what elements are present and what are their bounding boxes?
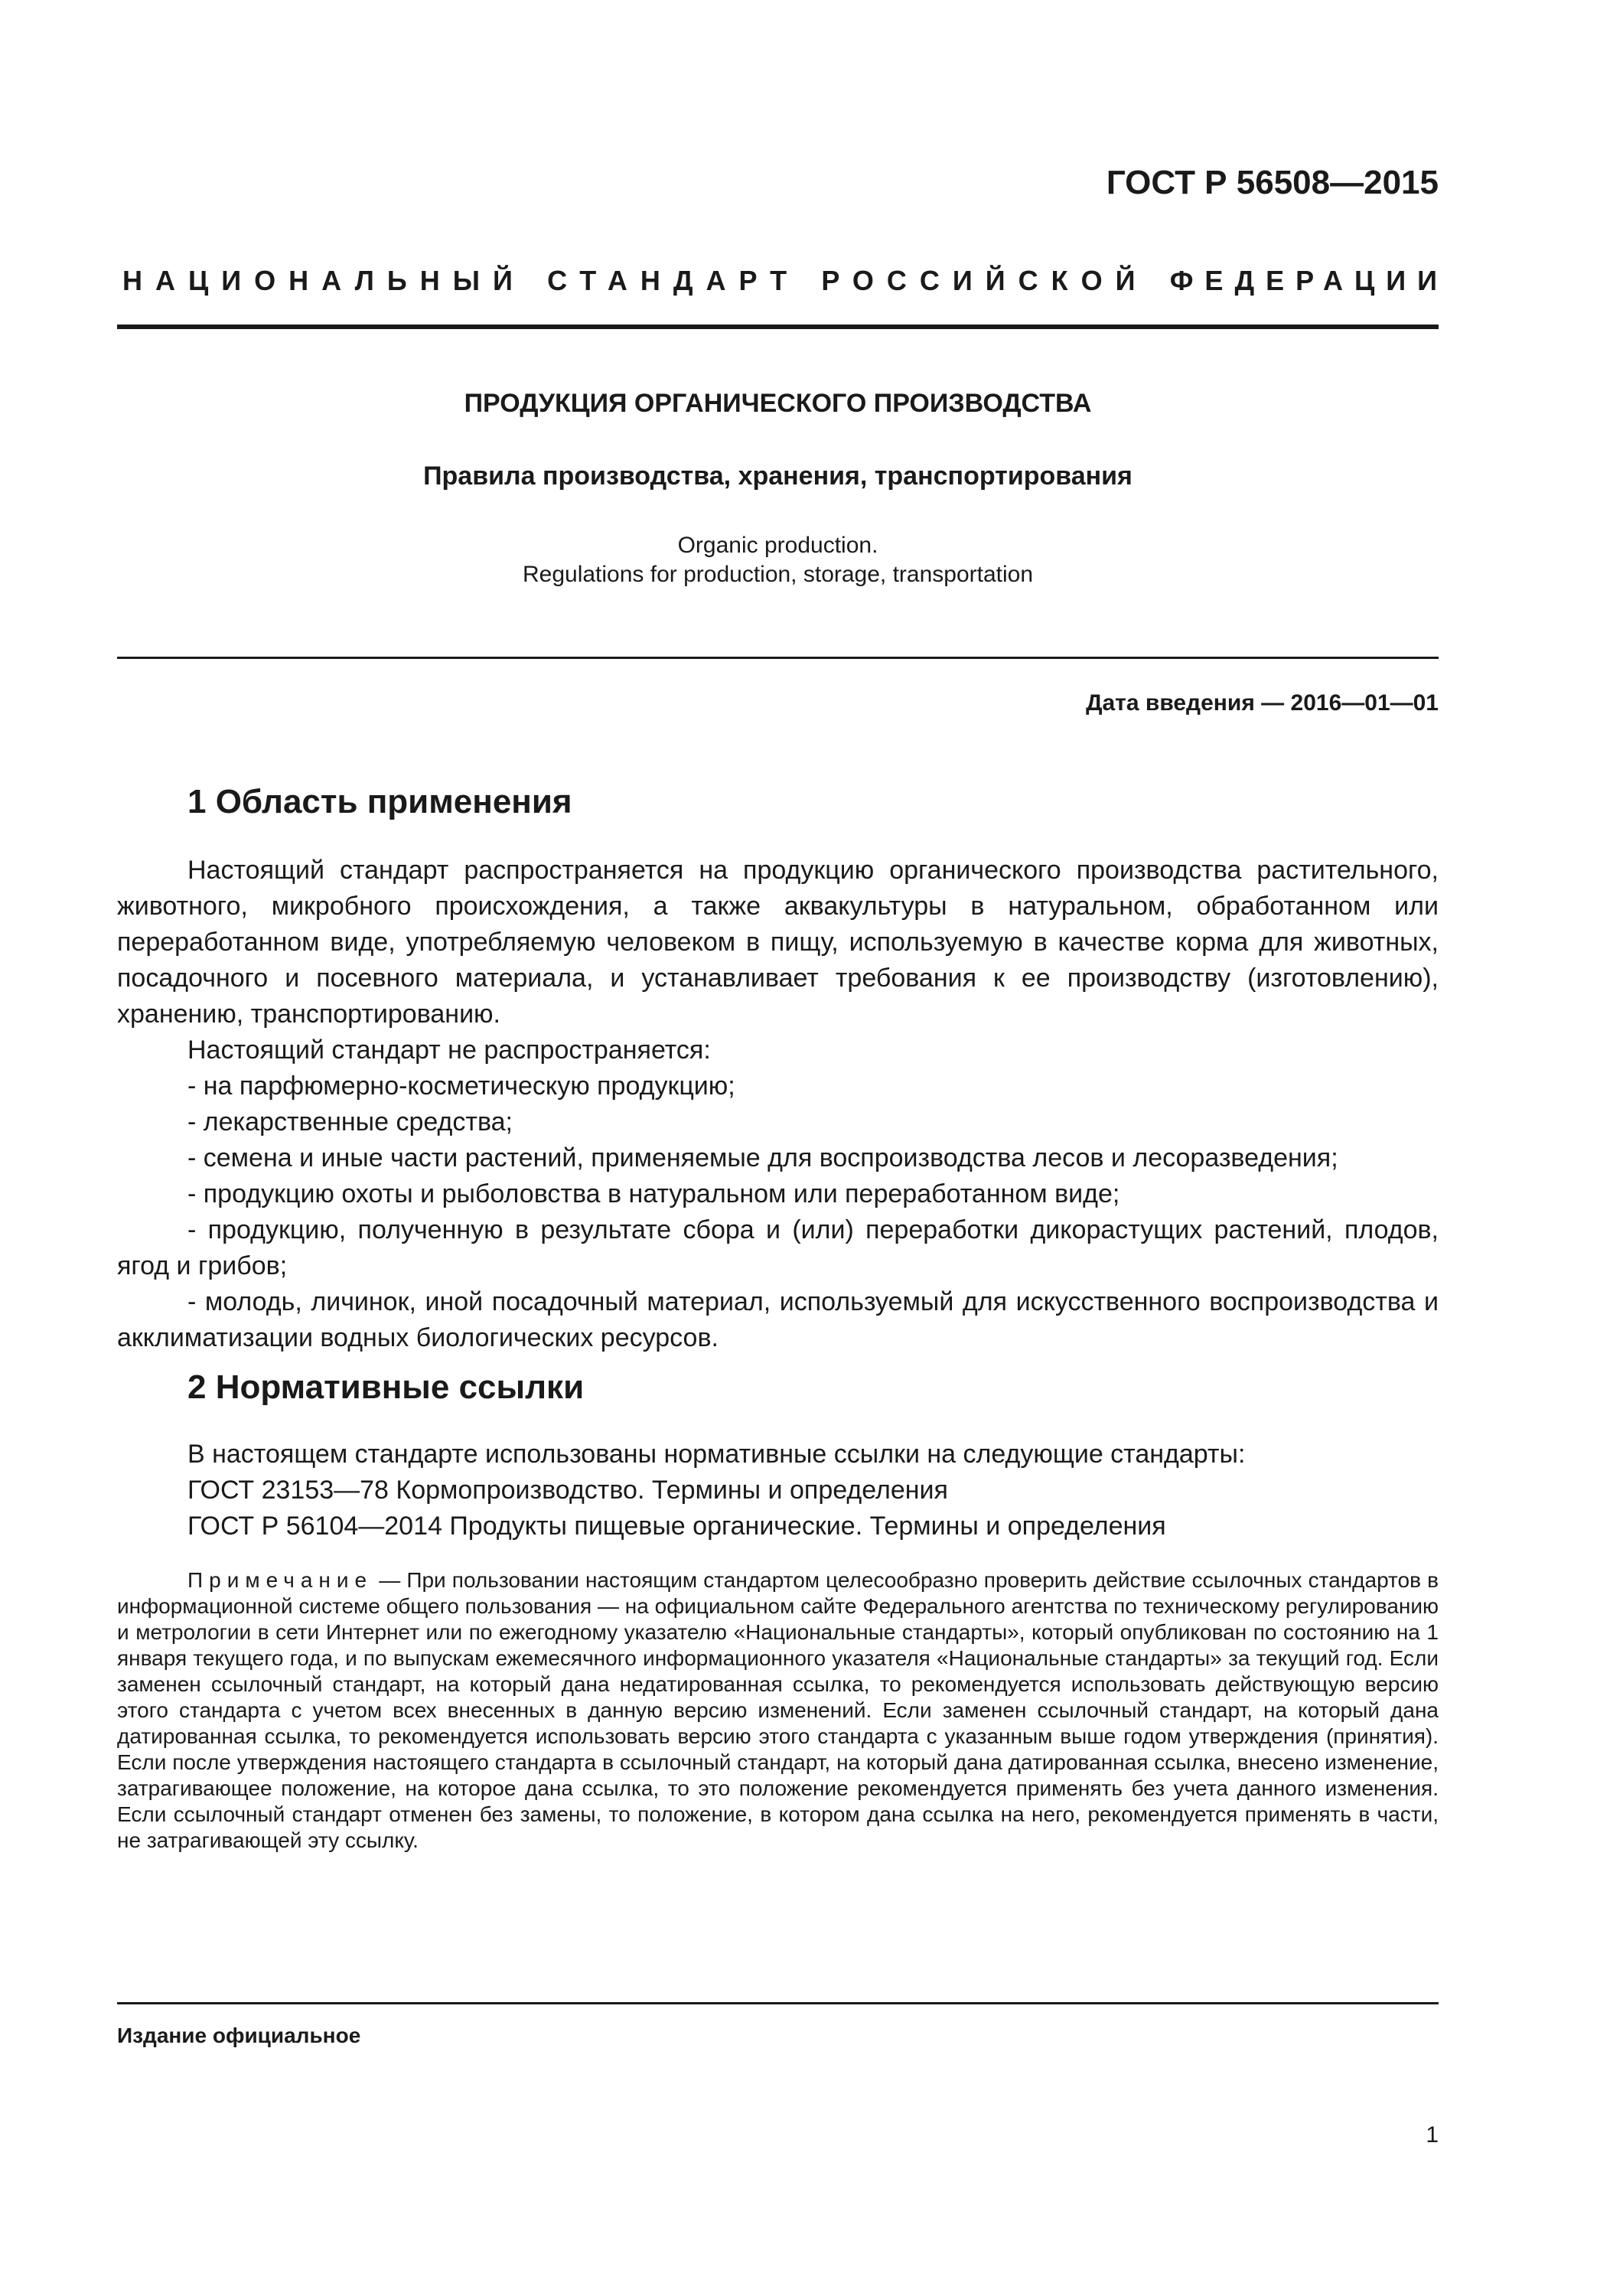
list-item: - продукцию, полученную в результате сбора и (или) переработки дикорастущих растений, плодов, ягод и грибов;: [117, 1215, 1439, 1280]
standard-word: НАЦИОНАЛЬНЫЙ: [122, 265, 526, 296]
section-heading: 2 Нормативные ссылки: [187, 1368, 585, 1406]
english-title-line2: Regulations for production, storage, transportation: [522, 562, 1034, 587]
paragraph: Настоящий стандарт распространяется на продукцию органического производства растительного, животного, микробного происхождения, а также аквакультуры в натуральном, обработанном или переработанном виде, употребляемую человеком в пищу, используемую в качестве корма для животных, посадочного и посевного материала, и устанавливает требования к ее производству (изготовлению), хранению, транспортированию.: [117, 856, 1439, 1029]
reference-item: ГОСТ Р 56104—2014 Продукты пищевые органические. Термины и определения: [187, 1512, 1166, 1541]
note-text: — При пользовании настоящим стандартом целесообразно проверить действие ссылочных стандартов в информационной системе общего пользования — на официальном сайте Федерального агентства по техническому регулированию и метрологии в сети Интернет или по ежегодному указателю «Национальные стандарты», который опубликован по состоянию на 1 января текущего года, и по выпускам ежемесячного информационного указателя «Национальные стандарты» за текущий год. Если заменен ссылочный стандарт, на который дана недатированная ссылка, то рекомендуется использовать действующую версию этого стандарта с учетом всех внесенных в данную версию изменений. Если заменен ссылочный стандарт, на который дана датированная ссылка, то рекомендуется использовать версию этого стандарта с указанным выше годом утверждения (принятия). Если после утверждения настоящего стандарта в ссылочный стандарт, на который дана датированная ссылка, внесено изменение, затрагивающее положение, на которое дана ссылка, то это положение рекомендуется применять без учета данного изменения. Если ссылочный стандарт отменен без замены, то положение, в котором дана ссылка на него, рекомендуется применять в части, не затрагивающей эту ссылку.: [117, 1568, 1439, 1852]
standard-word: СТАНДАРТ: [547, 265, 800, 296]
list-item: - семена и иные части растений, применяемые для воспроизводства лесов и лесоразведения;: [187, 1143, 1338, 1172]
note-label: Примечание: [187, 1568, 373, 1592]
paragraph: Настоящий стандарт не распространяется:: [187, 1035, 711, 1065]
official-edition-label: Издание официальное: [117, 2024, 361, 2047]
standard-word: ФЕДЕРАЦИИ: [1169, 265, 1449, 296]
document-subtitle: Правила производства, хранения, транспортирования: [423, 461, 1133, 491]
english-title-line1: Organic production.: [677, 533, 878, 558]
footer-divider: [117, 2002, 1439, 2004]
document-title: ПРОДУКЦИЯ ОРГАНИЧЕСКОГО ПРОИЗВОДСТВА: [464, 389, 1092, 418]
section-2-body: [117, 1437, 1439, 1544]
list-item: - лекарственные средства;: [187, 1107, 513, 1137]
list-item: - на парфюмерно-косметическую продукцию;: [187, 1071, 735, 1101]
standard-type-heading: [122, 265, 1449, 297]
reference-item: ГОСТ 23153—78 Кормопроизводство. Термины и определения: [187, 1476, 948, 1505]
header-divider: [117, 325, 1439, 329]
list-item: - молодь, личинок, иной посадочный материал, используемый для искусственного воспроизводства и акклиматизации водных биологических ресурсов.: [117, 1287, 1439, 1352]
page-number: 1: [1426, 2122, 1439, 2148]
list-item: - продукцию охоты и рыболовства в натуральном или переработанном виде;: [187, 1179, 1120, 1208]
note-block: [117, 1567, 1439, 1854]
section-heading: 1 Область применения: [187, 783, 572, 820]
introduction-date: Дата введения — 2016—01—01: [1086, 690, 1439, 716]
document-number: ГОСТ Р 56508—2015: [1106, 164, 1439, 201]
standard-word: РОССИЙСКОЙ: [821, 265, 1149, 296]
paragraph: В настоящем стандарте использованы нормативные ссылки на следующие стандарты:: [187, 1440, 1246, 1469]
title-divider: [117, 657, 1439, 659]
section-1-body: [117, 853, 1439, 1356]
